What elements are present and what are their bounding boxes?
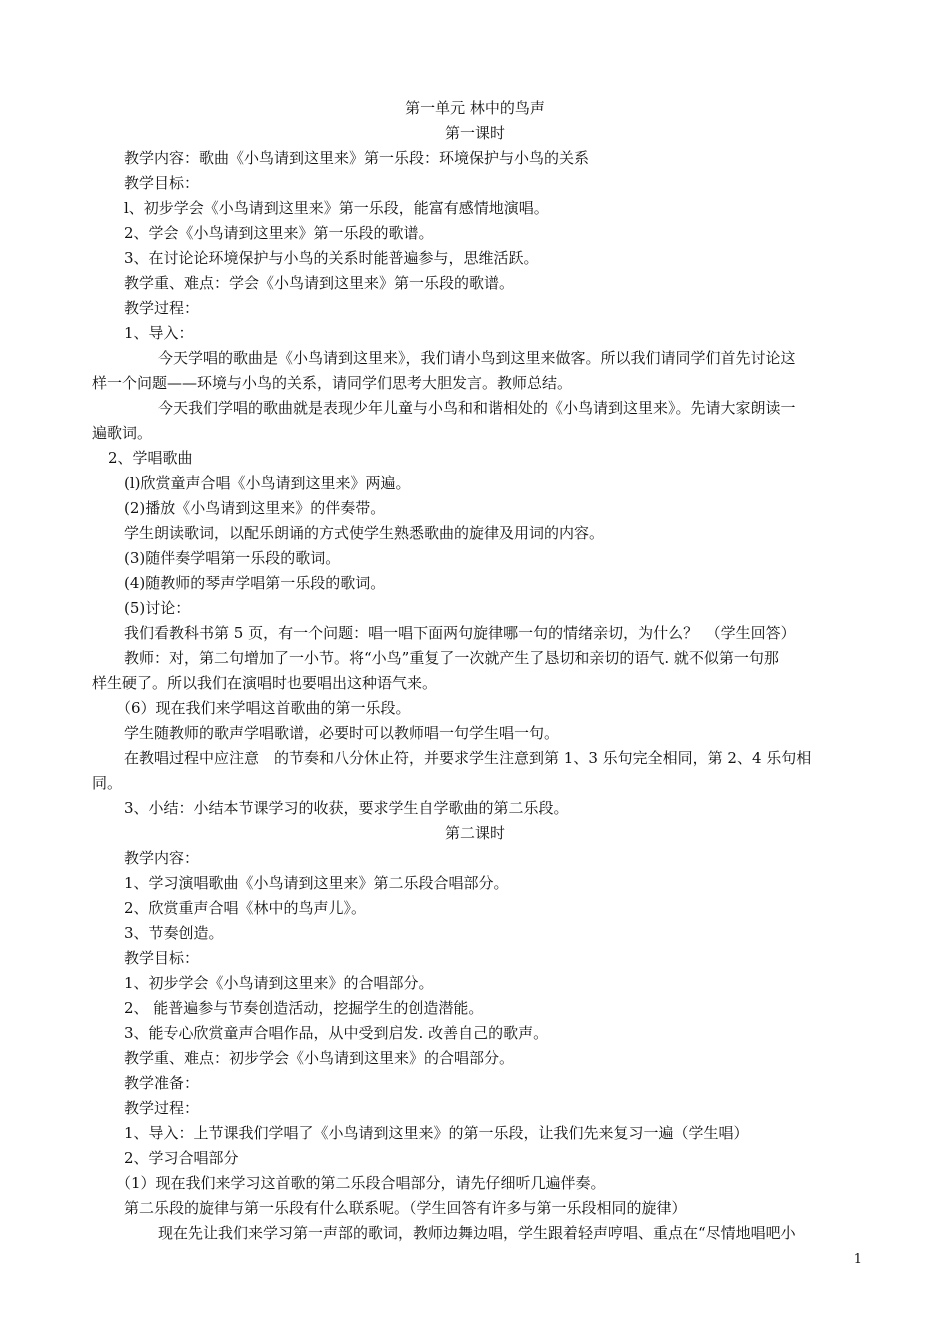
lesson1-substep6: （6）现在我们来学唱这首歌曲的第一乐段。	[116, 699, 411, 717]
lesson1-substep6-detail: 学生随教师的歌声学唱歌谱，必要时可以教师唱一句学生唱一句。	[124, 724, 560, 742]
lesson1-goal2: 2、学会《小鸟请到这里来》第一乐段的歌谱。	[124, 224, 434, 242]
lesson1-goal3: 3、在讨论论环境保护与小鸟的关系时能普遍参与，思维活跃。	[124, 249, 539, 267]
document-title: 第一单元 林中的鸟声	[405, 99, 545, 117]
lesson2-goal2: 2、 能普遍参与节奏创造活动，挖掘学生的创造潜能。	[124, 999, 484, 1017]
lesson2-substep1: （1）现在我们来学习这首歌的第二乐段合唱部分，请先仔细听几遍伴奏。	[116, 1174, 606, 1192]
lesson2-step2: 2、学习合唱部分	[124, 1149, 239, 1167]
lesson1-paragraph2-line2: 遍歌词。	[92, 424, 153, 442]
lesson1-substep1: (l)欣赏童声合唱《小鸟请到这里来》两遍。	[124, 474, 411, 492]
lesson2-prep-label: 教学准备：	[124, 1074, 200, 1092]
lesson2-key-points: 教学重、难点：初步学会《小鸟请到这里来》的合唱部分。	[124, 1049, 515, 1067]
lesson2-content-label: 教学内容：	[124, 849, 200, 867]
lesson1-heading: 第一课时	[444, 124, 505, 142]
lesson1-step1: 1、导入：	[124, 324, 194, 342]
lesson1-paragraph2-line1: 今天我们学唱的歌曲就是表现少年儿童与小鸟和和谐相处的《小鸟请到这里来》。先请大家朗读一	[158, 399, 796, 417]
lesson2-content1: 1、学习演唱歌曲《小鸟请到这里来》第二乐段合唱部分。	[124, 874, 509, 892]
lesson1-paragraph1-line1: 今天学唱的歌曲是《小鸟请到这里来》，我们请小鸟到这里来做客。所以我们请同学们首先讨论这	[158, 349, 796, 367]
page-number: 1	[853, 1252, 862, 1267]
lesson2-heading: 第二课时	[444, 824, 505, 842]
lesson1-substep6-note-line1: 在教唱过程中应注意 的节奏和八分休止符，并要求学生注意到第 1、3 乐句完全相同，第 2、4 乐句相	[124, 749, 812, 767]
lesson2-goal1: 1、初步学会《小鸟请到这里来》的合唱部分。	[124, 974, 434, 992]
lesson2-substep1-detail: 现在先让我们来学习第一声部的歌词，教师边舞边唱，学生跟着轻声哼唱、重点在“尽情地唱吧小	[158, 1224, 796, 1242]
lesson1-teacher-line2: 样生硬了。所以我们在演唱时也要唱出这种语气来。	[92, 674, 438, 692]
lesson1-substep2: (2)播放《小鸟请到这里来》的伴奏带。	[124, 499, 386, 517]
lesson1-substep6-note-line2: 同。	[92, 774, 123, 792]
lesson2-step1: 1、导入：上节课我们学唱了《小鸟请到这里来》的第一乐段，让我们先来复习一遍（学生唱）	[124, 1124, 749, 1142]
lesson2-content2: 2、欣赏重声合唱《林中的鸟声儿》。	[124, 899, 367, 917]
lesson1-step3: 3、小结：小结本节课学习的收获，要求学生自学歌曲的第二乐段。	[124, 799, 569, 817]
lesson2-content3: 3、节奏创造。	[124, 924, 224, 942]
lesson1-substep3: (3)随伴奏学唱第一乐段的歌词。	[124, 549, 341, 567]
lesson2-goal3: 3、能专心欣赏童声合唱作品，从中受到启发. 改善自己的歌声。	[124, 1024, 549, 1042]
lesson1-goal1: l、初步学会《小鸟请到这里来》第一乐段，能富有感情地演唱。	[124, 199, 549, 217]
lesson1-goals-label: 教学目标：	[124, 174, 200, 192]
lesson2-substep1-question: 第二乐段的旋律与第一乐段有什么联系呢。（学生回答有许多与第一乐段相同的旋律）	[124, 1199, 687, 1217]
lesson1-teacher-line1: 教师：对，第二句增加了一小节。将“小鸟”重复了一次就产生了恳切和亲切的语气. 就不似第一句那	[124, 649, 779, 667]
lesson2-goals-label: 教学目标：	[124, 949, 200, 967]
lesson1-substep2-detail: 学生朗读歌词，以配乐朗诵的方式使学生熟悉歌曲的旋律及用词的内容。	[124, 524, 605, 542]
lesson2-process-label: 教学过程：	[124, 1099, 200, 1117]
lesson1-substep4: (4)随教师的琴声学唱第一乐段的歌词。	[124, 574, 386, 592]
lesson1-content: 教学内容：歌曲《小鸟请到这里来》第一乐段：环境保护与小鸟的关系	[124, 149, 590, 167]
lesson1-paragraph1-line2: 样一个问题——环境与小鸟的关系，请同学们思考大胆发言。教师总结。	[92, 374, 573, 392]
lesson1-question: 我们看教科书第 5 页，有一个问题：唱一唱下面两句旋律哪一句的情绪亲切，为什么？ （学生回答）	[124, 624, 796, 642]
lesson1-key-points: 教学重、难点：学会《小鸟请到这里来》第一乐段的歌谱。	[124, 274, 515, 292]
lesson1-process-label: 教学过程：	[124, 299, 200, 317]
lesson1-step2: 2、学唱歌曲	[108, 449, 193, 467]
lesson1-substep5: (5)讨论：	[124, 599, 191, 617]
